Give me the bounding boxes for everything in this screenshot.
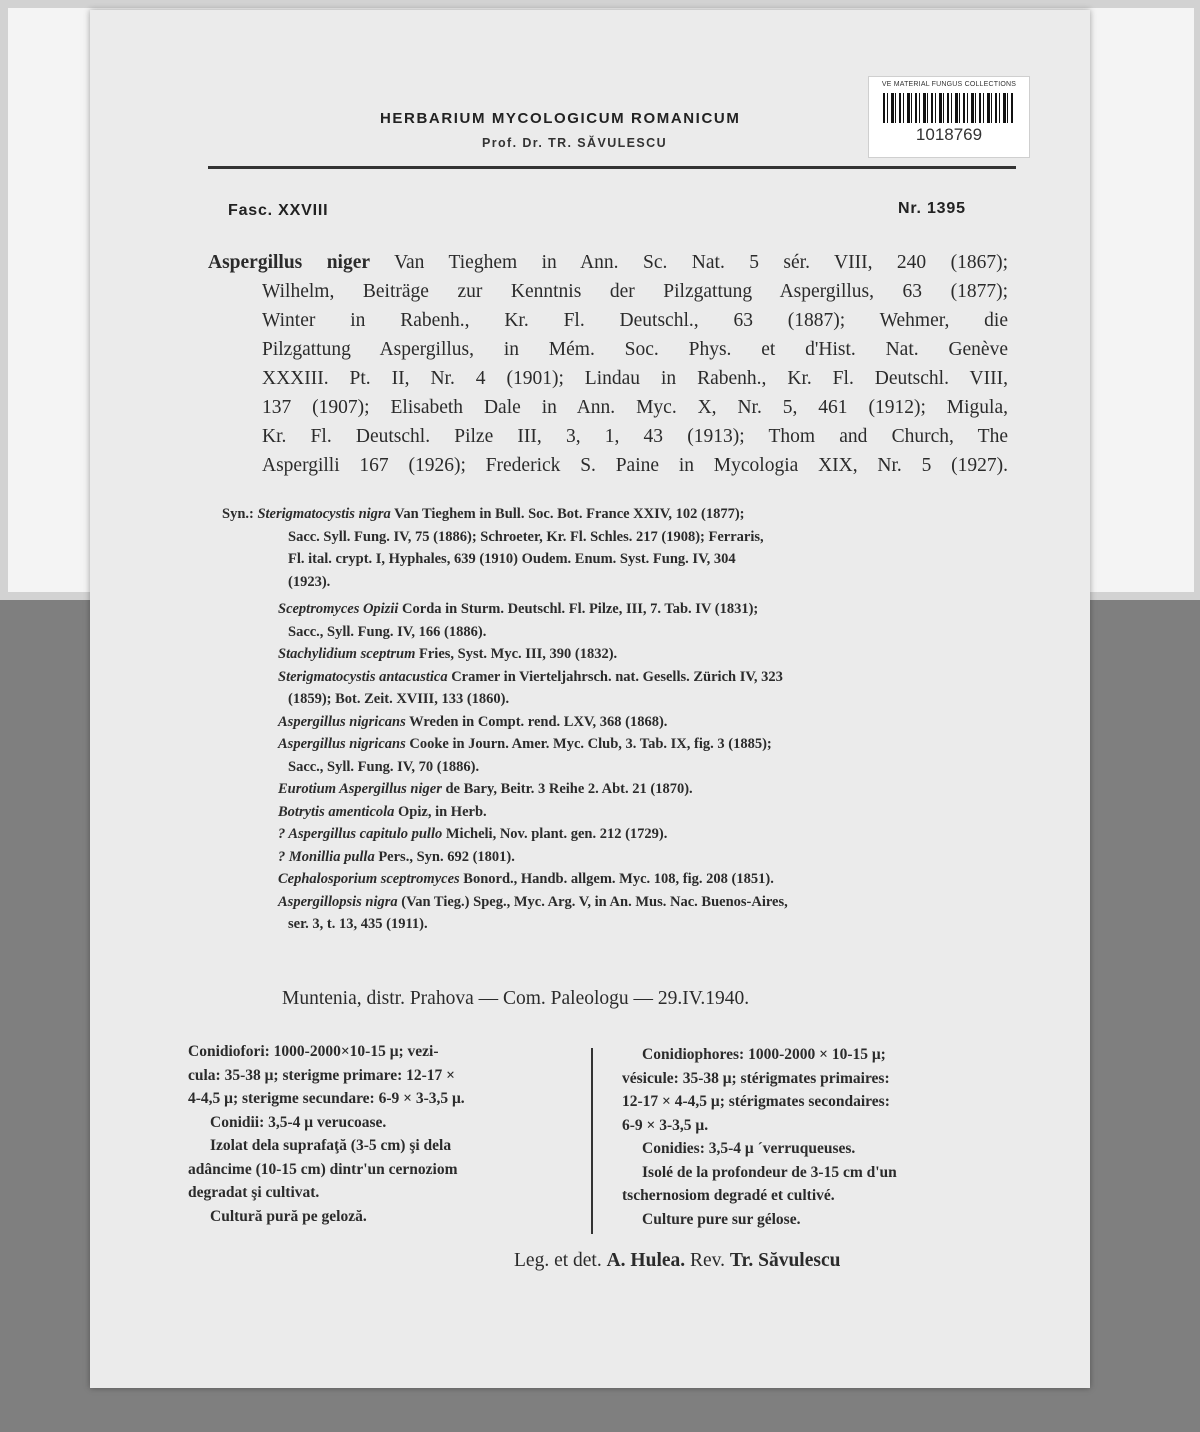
synonym-continuation: Sacc., Syll. Fung. IV, 70 (1886). (288, 758, 480, 775)
synonym-name: Stachylidium sceptrum (278, 646, 416, 662)
synonym-continuation: ser. 3, t. 13, 435 (1911). (288, 916, 428, 932)
herbarium-title: HERBARIUM MYCOLOGICUM ROMANICUM (380, 110, 741, 127)
description-line: Culture pure sur gélose. (642, 1210, 801, 1228)
citation-line: Pilzgattung Aspergillus, in Mém. Soc. Phys. et d'Hist. Nat. Genève (262, 339, 1008, 360)
description-romanian (188, 1040, 566, 1228)
citation-line: Kr. Fl. Deutschl. Pilze III, 3, 1, 43 (1913); Thom and Church, The (262, 426, 1008, 447)
citation-line: Aspergillus niger Van Tieghem in Ann. Sc. Nat. 5 sér. VIII, 240 (1867); (208, 252, 1008, 273)
column-divider (591, 1048, 593, 1234)
synonym-name: Sceptromyces Opizii (278, 601, 399, 617)
synonym-continuation: Sacc., Syll. Fung. IV, 166 (1886). (288, 623, 487, 640)
collector-line: Leg. et det. A. Hulea. Rev. Tr. Săvulescu (514, 1250, 841, 1271)
description-line: Izolat dela suprafaţă (3-5 cm) şi dela (210, 1137, 452, 1154)
description-line: adâncime (10-15 cm) dintr'un cernoziom (188, 1160, 458, 1178)
fascicle-number: Fasc. XXVIII (228, 202, 329, 219)
synonym-entry: Aspergillus nigricans Cooke in Journ. Amer. Myc. Club, 3. Tab. IX, fig. 3 (1885); Sacc., Syll. Fung. IV, 70 (1886). (222, 733, 1008, 778)
description-line: Conidies: 3,5-4 μ ´verruqueuses. (642, 1140, 856, 1157)
reviewer-name: Tr. Săvulescu (729, 1250, 841, 1271)
description-line: Conidiofori: 1000-2000×10-15 μ; vezi- (188, 1043, 439, 1060)
barcode-number: 1018769 (915, 125, 983, 144)
collection-locality: Muntenia, distr. Prahova — Com. Paleologu — 29.IV.1940. (282, 988, 750, 1009)
synonym-name: Cephalosporium sceptromyces (278, 871, 460, 887)
collector-name: A. Hulea. (606, 1250, 686, 1271)
synonym-entry: Syn.: Sterigmatocystis nigra Van Tieghem in Bull. Soc. Bot. France XXIV, 102 (1877); Sacc. Syll. Fung. IV, 75 (1886); Schroeter, Kr. Fl. Schles. 217 (1908); Ferraris, Fl. ital. crypt. I, Hyphales, 639 (1910) Oudem. Enum. Syst. Fung. IV, 304 (1923). (222, 503, 1008, 593)
species-citation (208, 248, 1008, 480)
synonym-name: Sterigmatocystis nigra (257, 506, 391, 522)
synonym-entry: Cephalosporium sceptromyces Bonord., Handb. allgem. Myc. 108, fig. 208 (1851). (278, 871, 774, 887)
description-line: vésicule: 35-38 μ; stérigmates primaires: (622, 1069, 890, 1087)
citation-line: 137 (1907); Elisabeth Dale in Ann. Myc. X, Nr. 5, 461 (1912); Migula, (262, 397, 1008, 418)
synonym-name: ? Monillia pulla (278, 848, 375, 865)
header-divider (208, 166, 1016, 169)
description-line: Cultură pură pe geloză. (210, 1207, 367, 1225)
synonym-entry: ? Monillia pulla Pers., Syn. 692 (1801). (278, 848, 515, 865)
citation-line: XXXIII. Pt. II, Nr. 4 (1901); Lindau in Rabenh., Kr. Fl. Deutschl. VIII, (262, 368, 1008, 389)
synonym-name: Eurotium Aspergillus niger (278, 781, 442, 797)
description-line: tschernosiom degradé et cultivé. (622, 1187, 835, 1204)
barcode-icon (883, 93, 1015, 123)
synonym-name: ? Aspergillus capitulo pullo (278, 826, 443, 842)
synonym-continuation: Sacc. Syll. Fung. IV, 75 (1886); Schroeter, Kr. Fl. Schles. 217 (1908); Ferraris, (288, 528, 764, 545)
description-line: Conidii: 3,5-4 μ verucoase. (210, 1113, 387, 1131)
synonym-name: Aspergillus nigricans (278, 736, 406, 752)
synonym-entry: Eurotium Aspergillus niger de Bary, Beitr. 3 Reihe 2. Abt. 21 (1870). (278, 781, 693, 797)
synonym-entry: Sceptromyces Opizii Corda in Sturm. Deutschl. Fl. Pilze, III, 7. Tab. IV (1831); Sacc., Syll. Fung. IV, 166 (1886). (222, 598, 1008, 643)
description-line: degradat şi cultivat. (188, 1184, 320, 1201)
citation-line: Wilhelm, Beiträge zur Kenntnis der Pilzgattung Aspergillus, 63 (1877); (262, 281, 1008, 302)
synonym-continuation: (1923). (288, 573, 331, 590)
synonym-entry: Aspergillus nigricans Wreden in Compt. rend. LXV, 368 (1868). (278, 713, 668, 730)
description-line: cula: 35-38 μ; sterigme primare: 12-17 × (188, 1066, 455, 1084)
synonym-name: Aspergillus nigricans (278, 713, 406, 730)
barcode-caption: VE MATERIAL FUNGUS COLLECTIONS (881, 81, 1017, 88)
synonym-entry: Botrytis amenticola Opiz, in Herb. (278, 803, 487, 820)
citation-line: Winter in Rabenh., Kr. Fl. Deutschl., 63 (1887); Wehmer, die (262, 310, 1008, 331)
synonym-entry: Stachylidium sceptrum Fries, Syst. Myc. III, 390 (1832). (278, 646, 618, 662)
synonym-continuation: Fl. ital. crypt. I, Hyphales, 639 (1910) Oudem. Enum. Syst. Fung. IV, 304 (288, 551, 736, 567)
description-line: 4-4,5 μ; sterigme secundare: 6-9 × 3-3,5 μ. (188, 1090, 465, 1107)
description-line: Conidiophores: 1000-2000 × 10-15 μ; (642, 1046, 886, 1063)
herbarium-subtitle: Prof. Dr. TR. SĂVULESCU (482, 136, 667, 150)
synonyms-list (222, 503, 1008, 936)
synonym-continuation: (1859); Bot. Zeit. XVIII, 133 (1860). (288, 691, 510, 707)
synonym-name: Sterigmatocystis antacustica (278, 668, 448, 685)
synonym-entry: ? Aspergillus capitulo pullo Micheli, Nov. plant. gen. 212 (1729). (278, 826, 668, 842)
synonym-entry: Sterigmatocystis antacustica Cramer in Vierteljahrsch. nat. Gesells. Zürich IV, 323 (1859); Bot. Zeit. XVIII, 133 (1860). (222, 666, 1008, 711)
description-line: Isolé de la profondeur de 3-15 cm d'un (642, 1163, 897, 1181)
barcode-label (868, 76, 1030, 158)
synonym-entry: Aspergillopsis nigra (Van Tieg.) Speg., Myc. Arg. V, in An. Mus. Nac. Buenos-Aires, ser. 3, t. 13, 435 (1911). (222, 891, 1008, 936)
species-name: Aspergillus niger (208, 252, 371, 273)
citation-line: Aspergilli 167 (1926); Frederick S. Paine in Mycologia XIX, Nr. 5 (1927). (262, 455, 1008, 476)
specimen-number: Nr. 1395 (898, 200, 966, 217)
synonym-name: Botrytis amenticola (278, 803, 395, 820)
description-french (622, 1043, 1006, 1231)
description-line: 12-17 × 4-4,5 μ; stérigmates secondaires: (622, 1093, 890, 1110)
description-line: 6-9 × 3-3,5 μ. (622, 1116, 709, 1134)
synonym-name: Aspergillopsis nigra (278, 893, 398, 910)
synonyms-label: Syn.: (222, 506, 254, 522)
